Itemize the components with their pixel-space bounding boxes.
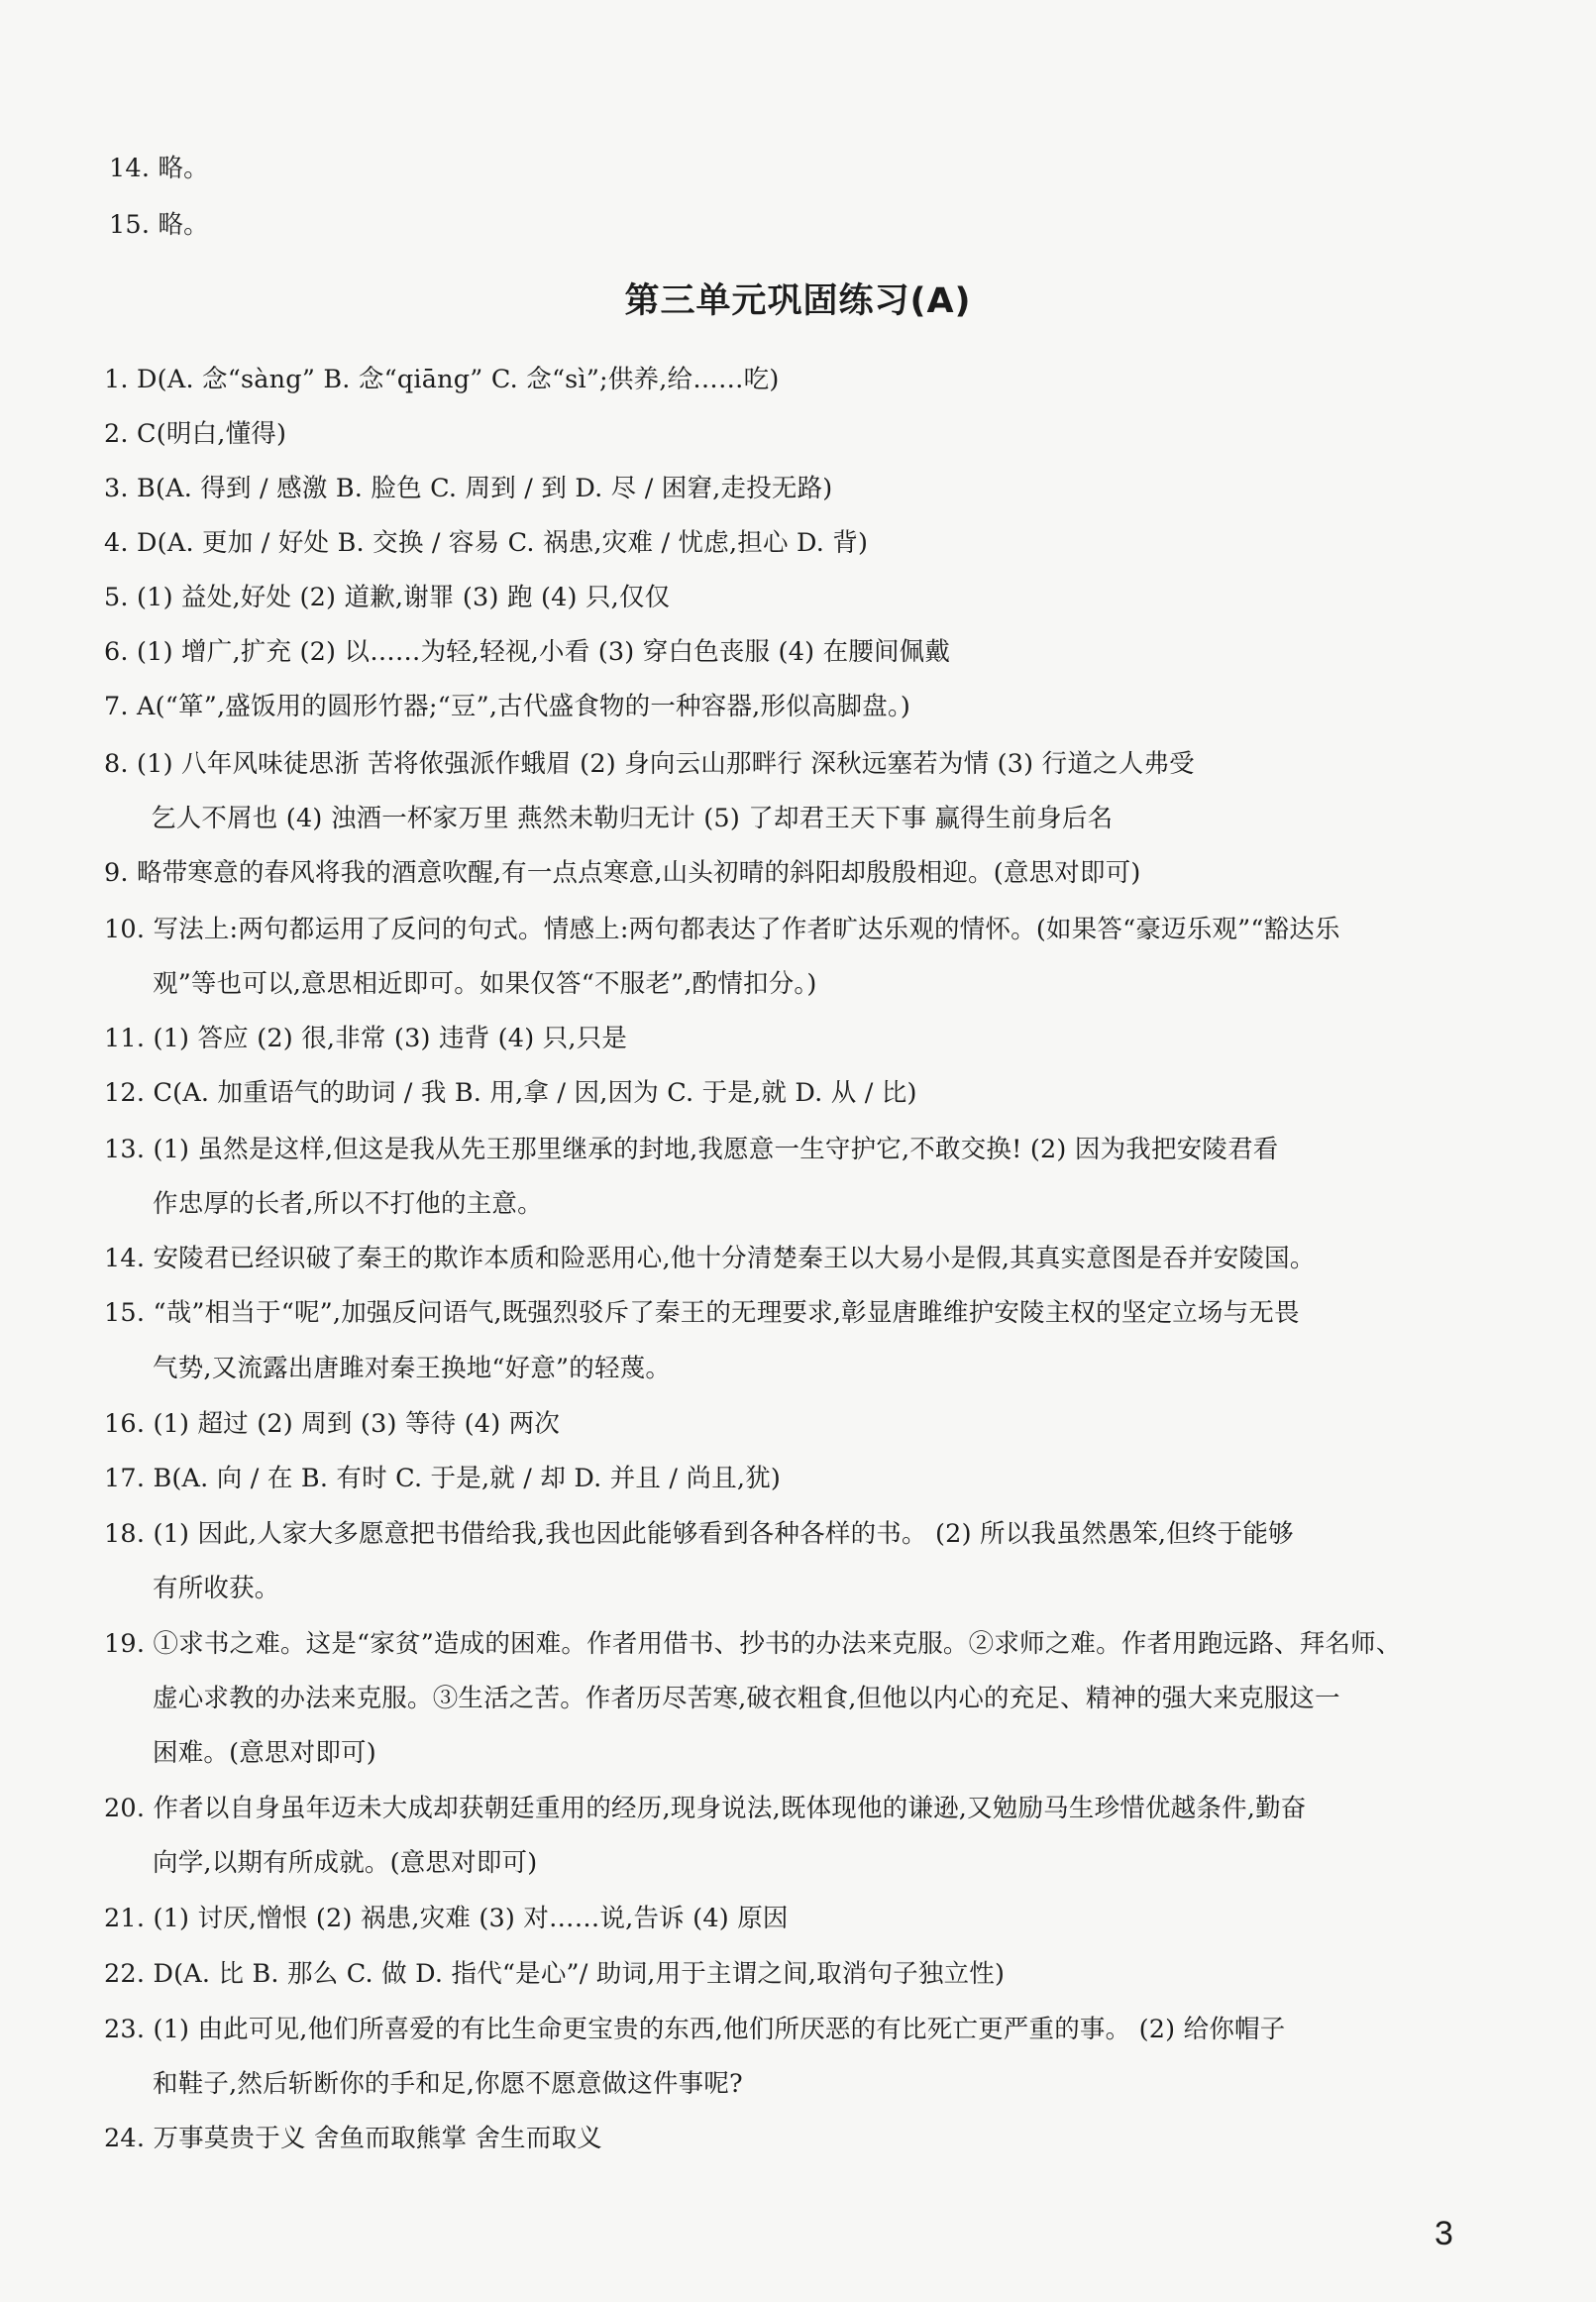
answer-line: 22. D(A. 比 B. 那么 C. 做 D. 指代“是心”/ 助词,用于主谓之间,取消句子独立性) [104, 1959, 1006, 1989]
answer-line: 21. (1) 讨厌,憎恨 (2) 祸患,灾难 (3) 对……说,告诉 (4) 原因 [104, 1904, 789, 1933]
answer-line: 2. C(明白,懂得) [104, 419, 287, 449]
answer-line: 20. 作者以自身虽年迈未大成却获朝廷重用的经历,现身说法,既体现他的谦逊,又勉励马生珍惜优越条件,勤奋 [104, 1794, 1307, 1823]
answer-line: 7. A(“箪”,盛饭用的圆形竹器;“豆”,古代盛食物的一种容器,形似高脚盘。) [104, 692, 911, 721]
answer-line-continued: 困难。(意思对即可) [153, 1738, 376, 1768]
answer-line: 16. (1) 超过 (2) 周到 (3) 等待 (4) 两次 [104, 1409, 561, 1439]
answer-line: 13. (1) 虽然是这样,但这是我从先王那里继承的封地,我愿意一生守护它,不敢交换! (2) 因为我把安陵君看 [104, 1135, 1279, 1164]
answer-line: 9. 略带寒意的春风将我的酒意吹醒,有一点点寒意,山头初晴的斜阳却殷殷相迎。(意思对即可) [104, 858, 1141, 888]
answer-line: 11. (1) 答应 (2) 很,非常 (3) 违背 (4) 只,只是 [104, 1024, 628, 1053]
answer-line-continued: 乞人不屑也 (4) 浊酒一杯家万里 燕然未勒归无计 (5) 了却君王天下事 赢得生前身后名 [151, 804, 1114, 833]
answer-line: 24. 万事莫贵于义 舍鱼而取熊掌 舍生而取义 [104, 2124, 602, 2153]
answer-line: 6. (1) 增广,扩充 (2) 以……为轻,轻视,小看 (3) 穿白色丧服 (4) 在腰间佩戴 [104, 637, 951, 667]
answer-line-continued: 向学,以期有所成就。(意思对即可) [153, 1848, 538, 1878]
answer-line: 23. (1) 由此可见,他们所喜爱的有比生命更宝贵的东西,他们所厌恶的有比死亡更严重的事。 (2) 给你帽子 [104, 2015, 1286, 2044]
answer-line: 12. C(A. 加重语气的助词 / 我 B. 用,拿 / 因,因为 C. 于是,就 D. 从 / 比) [104, 1078, 917, 1108]
answer-line-continued: 和鞋子,然后斩断你的手和足,你愿不愿意做这件事呢? [153, 2069, 743, 2099]
answer-line: 19. ①求书之难。这是“家贫”造成的困难。作者用借书、抄书的办法来克服。②求师之难。作者用跑远路、拜名师、 [104, 1629, 1402, 1659]
answer-line: 14. 安陵君已经识破了秦王的欺诈本质和险恶用心,他十分清楚秦王以大易小是假,其真实意图是吞并安陵国。 [104, 1244, 1316, 1273]
answer-line-14: 14. 略。 [109, 154, 209, 183]
answer-line: 8. (1) 八年风味徒思浙 苦将侬强派作蛾眉 (2) 身向云山那畔行 深秋远塞若为情 (3) 行道之人弗受 [104, 749, 1195, 779]
section-title: 第三单元巩固练习(A) [624, 281, 972, 321]
answer-line: 15. “哉”相当于“呢”,加强反问语气,既强烈驳斥了秦王的无理要求,彰显唐雎维护安陵主权的坚定立场与无畏 [104, 1298, 1300, 1328]
answer-line-continued: 气势,又流露出唐雎对秦王换地“好意”的轻蔑。 [153, 1354, 672, 1383]
answer-line: 3. B(A. 得到 / 感激 B. 脸色 C. 周到 / 到 D. 尽 / 困窘,走投无路) [104, 474, 833, 503]
answer-line: 18. (1) 因此,人家大多愿意把书借给我,我也因此能够看到各种各样的书。 (2) 所以我虽然愚笨,但终于能够 [104, 1519, 1294, 1549]
answer-line: 5. (1) 益处,好处 (2) 道歉,谢罪 (3) 跑 (4) 只,仅仅 [104, 583, 671, 612]
answer-line: 4. D(A. 更加 / 好处 B. 交换 / 容易 C. 祸患,灾难 / 忧虑,担心 D. 背) [104, 528, 869, 558]
answer-line: 1. D(A. 念“sàng” B. 念“qiāng” C. 念“sì”;供养,给……吃) [104, 365, 780, 394]
answer-line-continued: 有所收获。 [153, 1574, 280, 1603]
answer-line-15: 15. 略。 [109, 210, 209, 240]
answer-line-continued: 虚心求教的办法来克服。③生活之苦。作者历尽苦寒,破衣粗食,但他以内心的充足、精神的强大来克服这一 [153, 1684, 1340, 1713]
answer-line-continued: 观”等也可以,意思相近即可。如果仅答“不服老”,酌情扣分。) [153, 969, 817, 999]
answer-line-continued: 作忠厚的长者,所以不打他的主意。 [153, 1189, 543, 1219]
answer-line: 17. B(A. 向 / 在 B. 有时 C. 于是,就 / 却 D. 并且 / 尚且,犹) [104, 1464, 782, 1493]
page-number: 3 [1435, 2215, 1453, 2252]
answer-line: 10. 写法上:两句都运用了反问的句式。情感上:两句都表达了作者旷达乐观的情怀。(如果答“豪迈乐观”“豁达乐 [104, 915, 1340, 944]
